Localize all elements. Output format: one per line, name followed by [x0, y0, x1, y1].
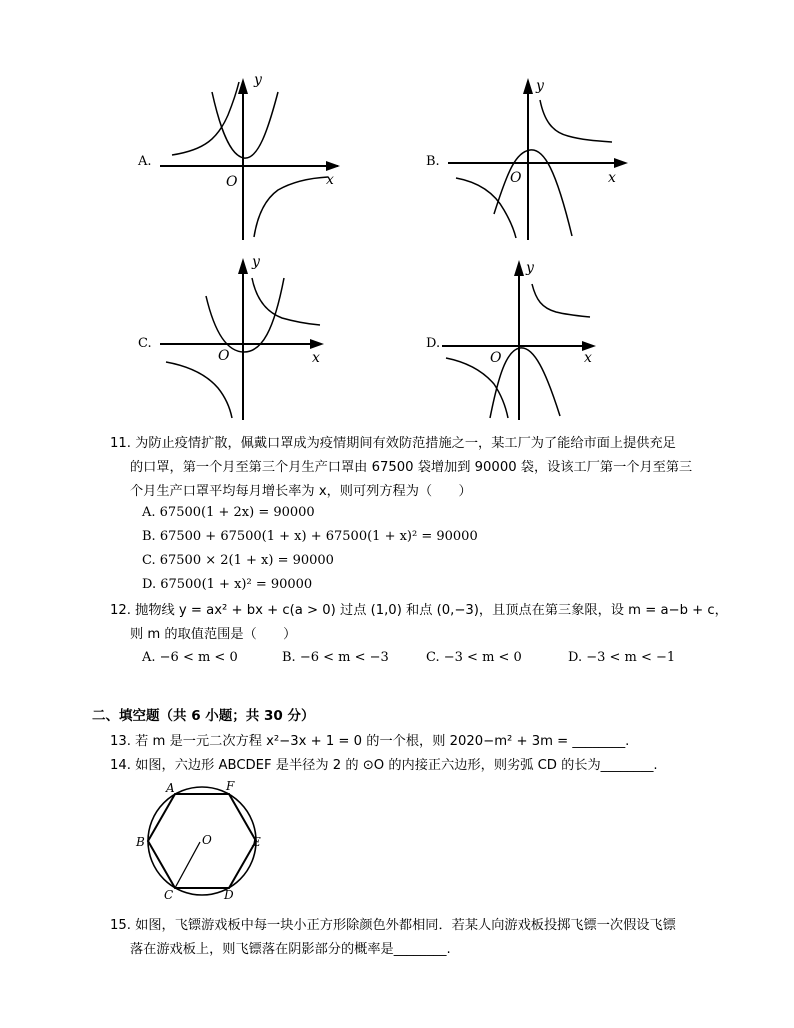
q11-line-1: 11. 为防止疫情扩散，佩戴口罩成为疫情期间有效防范措施之一，某工厂为了能给市面上提供充足	[110, 436, 676, 451]
q11-line-3: 个月生产口罩平均每月增长率为 x，则可列方程为（ ）	[130, 484, 472, 499]
x-axis-label: x	[312, 350, 320, 366]
q15-line-1: 15. 如图，飞镖游戏板中每一块小正方形除颜色外都相同．若某人向游戏板投掷飞镖一次假设飞镖	[110, 918, 676, 933]
origin-label: O	[490, 350, 502, 366]
vertex-label-b: B	[136, 835, 145, 849]
q14-text: 14. 如图，六边形 ABCDEF 是半径为 2 的 ⊙O 的内接正六边形，则劣弧 CD 的长为________.	[110, 758, 658, 773]
q12-option-c: C. −3 < m < 0	[426, 650, 522, 665]
hyperbola-branch-1st-quadrant	[252, 278, 320, 325]
q12-line-1: 12. 抛物线 y = ax² + bx + c(a > 0) 过点 (1,0) 和点 (0,−3)，且顶点在第三象限，设 m = a−b + c，	[110, 603, 728, 618]
radius-oc	[175, 842, 200, 888]
y-axis-label: y	[526, 260, 534, 276]
parabola-curve	[212, 92, 278, 158]
q11-option-b: B. 67500 + 67500(1 + x) + 67500(1 + x)² = 90000	[142, 529, 478, 544]
hyperbola-branch-3rd-quadrant	[446, 358, 508, 418]
y-axis-arrow-icon	[523, 78, 533, 94]
vertex-label-a: A	[166, 781, 175, 795]
hexagon-figure	[132, 780, 272, 900]
y-axis-label: y	[254, 72, 262, 88]
q11-option-a: A. 67500(1 + 2x) = 90000	[142, 505, 315, 520]
hyperbola-branch-3rd-quadrant	[166, 362, 232, 418]
origin-label: O	[218, 348, 230, 364]
graph-c	[160, 250, 340, 422]
parabola-curve	[206, 278, 284, 352]
center-label-o: O	[202, 833, 212, 847]
y-axis-label: y	[536, 78, 544, 94]
hyperbola-branch-1st-quadrant	[532, 284, 590, 317]
q11-option-d: D. 67500(1 + x)² = 90000	[142, 577, 313, 592]
q12-option-b: B. −6 < m < −3	[282, 650, 389, 665]
graph-c-label: C.	[138, 336, 152, 351]
hyperbola-branch-3rd-quadrant	[456, 178, 516, 238]
vertex-label-d: D	[224, 888, 234, 902]
graph-d-label: D.	[426, 336, 441, 351]
graph-a-label: A.	[138, 154, 152, 169]
x-axis-label: x	[326, 172, 334, 188]
q13-text: 13. 若 m 是一元二次方程 x²−3x + 1 = 0 的一个根，则 2020−m² + 3m = ________.	[110, 734, 630, 749]
graph-b	[448, 70, 638, 242]
vertex-label-f: F	[226, 779, 235, 793]
q12-option-d: D. −3 < m < −1	[568, 650, 676, 665]
vertex-label-c: C	[164, 888, 174, 902]
hyperbola-branch-1st-quadrant	[540, 100, 612, 142]
y-axis-arrow-icon	[514, 260, 524, 276]
hyperbola-branch-4th-quadrant	[254, 177, 328, 237]
x-axis-arrow-icon	[310, 339, 324, 349]
x-axis-label: x	[584, 350, 592, 366]
section-2-title: 二、填空题（共 6 小题；共 30 分）	[92, 708, 315, 724]
origin-label: O	[226, 174, 238, 190]
x-axis-label: x	[608, 170, 616, 186]
q12-option-a: A. −6 < m < 0	[142, 650, 238, 665]
graph-d	[442, 250, 622, 422]
vertex-label-e: E	[252, 835, 261, 849]
y-axis-label: y	[252, 254, 260, 270]
x-axis-arrow-icon	[614, 158, 628, 168]
q15-line-2: 落在游戏板上，则飞镖落在阴影部分的概率是________.	[130, 942, 451, 957]
graph-a	[160, 70, 350, 242]
graph-b-label: B.	[426, 154, 440, 169]
x-axis-arrow-icon	[326, 161, 340, 171]
q11-line-2: 的口罩，第一个月至第三个月生产口罩由 67500 袋增加到 90000 袋，设该工厂第一个月至第三	[130, 460, 693, 475]
q12-line-2: 则 m 的取值范围是（ ）	[130, 627, 297, 642]
origin-label: O	[510, 170, 522, 186]
q11-option-c: C. 67500 × 2(1 + x) = 90000	[142, 553, 334, 568]
y-axis-arrow-icon	[238, 258, 248, 274]
y-axis-arrow-icon	[238, 78, 248, 94]
